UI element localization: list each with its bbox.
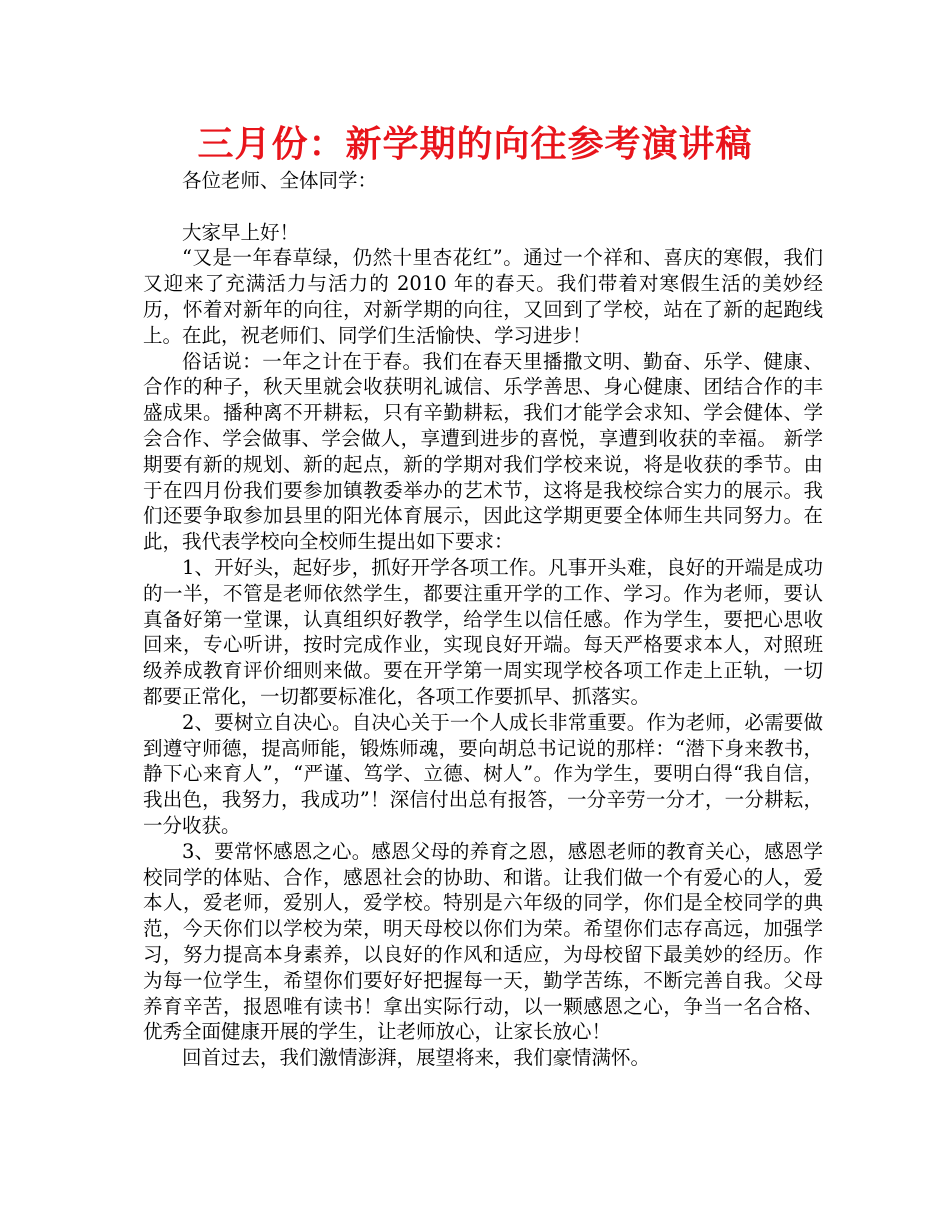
salutation-paragraph: 各位老师、全体同学： <box>182 169 378 192</box>
requirement-2-paragraph: 2、要树立自决心。自决心关于一个人成长非常重要。作为老师，必需要做到遵守师德，提高师能，锻炼师魂，要向胡总书记说的那样：“潜下身来教书，静下心来育人”，“严谨、笃学、立德、树人”。作为学生，要明白得“我自信，我出色，我努力，我成功”！深信付出总有报答，一分辛劳一分才，一分耕耘，一分收获。 <box>143 710 823 837</box>
document-body <box>143 168 823 1071</box>
document-title: 三月份：新学期的向往参考演讲稿 <box>197 124 753 165</box>
proverb-paragraph: 俗话说：一年之计在于春。我们在春天里播撒文明、勤奋、乐学、健康、合作的种子，秋天里就会收获明礼诚信、乐学善思、身心健康、团结合作的丰盛成果。播种离不开耕耘，只有辛勤耕耘，我们才能学会求知、学会健体、学会合作、学会做事、学会做人，享遭到进步的喜悦，享遭到收获的幸福。 新学期要有新的规划、新的起点，新的学期对我们学校来说，将是收获的季节。由于在四月份我们要参加镇教委举办的艺术节，这将是我校综合实力的展示。我们还要争取参加县里的阳光体育展示，因此这学期更要全体师生共同努力。在此，我代表学校向全校师生提出如下要求： <box>143 349 823 554</box>
requirement-3-paragraph: 3、要常怀感恩之心。感恩父母的养育之恩，感恩老师的教育关心，感恩学校同学的体贴、合作，感恩社会的协助、和谐。让我们做一个有爱心的人，爱本人，爱老师，爱别人，爱学校。特别是六年级的同学，你们是全校同学的典范，今天你们以学校为荣，明天母校以你们为荣。希望你们志存高远，加强学习，努力提高本身素养，以良好的作风和适应，为母校留下最美妙的经历。作为每一位学生，希望你们要好好把握每一天，勤学苦练，不断完善自我。父母养育辛苦，报恩唯有读书！拿出实际行动，以一颗感恩之心，争当一名合格、优秀全面健康开展的学生，让老师放心，让家长放心！ <box>143 839 823 1044</box>
closing-paragraph: 回首过去，我们激情澎湃，展望将来，我们豪情满怀。 <box>182 1046 651 1070</box>
intro-paragraph: “又是一年春草绿，仍然十里杏花红”。通过一个祥和、喜庆的寒假，我们又迎来了充满活力与活力的 2010 年的春天。我们带着对寒假生活的美妙经历，怀着对新年的向往，对新学期的向往，又回到了学校，站在了新的起跑线上。在此，祝老师们、同学们生活愉快、学习进步！ <box>143 246 823 347</box>
requirement-1-paragraph: 1、开好头，起好步，抓好开学各项工作。凡事开头难，良好的开端是成功的一半，不管是老师依然学生，都要注重开学的工作、学习。作为老师，要认真备好第一堂课，认真组织好教学，给学生以信任感。作为学生，要把心思收回来，专心听讲，按时完成作业，实现良好开端。每天严格要求本人，对照班级养成教育评价细则来做。要在开学第一周实现学校各项工作走上正轨，一切都要正常化，一切都要标准化，各项工作要抓早、抓落实。 <box>143 555 823 708</box>
greeting-paragraph: 大家早上好！ <box>182 220 300 244</box>
